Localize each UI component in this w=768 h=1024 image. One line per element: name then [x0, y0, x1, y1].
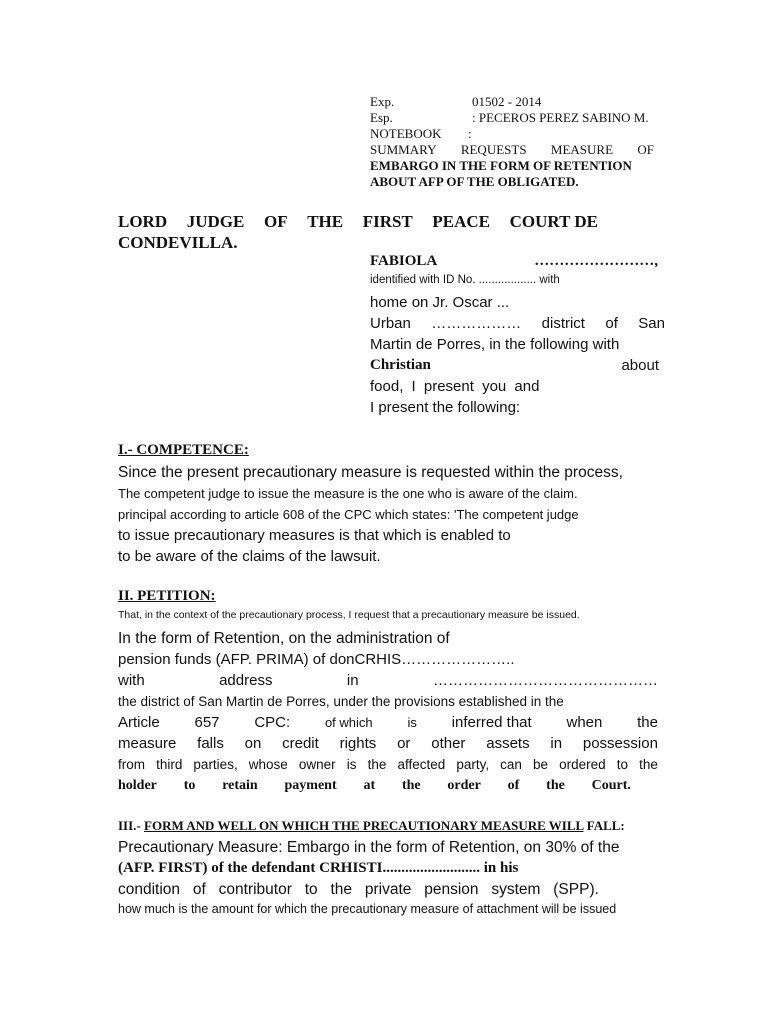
petition-word: holder	[118, 778, 157, 793]
summary-row	[370, 142, 654, 158]
petition-word: falls	[197, 735, 224, 752]
party-christian: Christian	[370, 357, 431, 373]
petition-word: affected	[397, 757, 446, 772]
petition-word: Court.	[591, 778, 631, 793]
petition-word: be	[533, 757, 549, 772]
petition-word: from	[118, 757, 145, 772]
petition-word: possession	[582, 735, 658, 752]
exp-label: Exp.	[370, 94, 395, 109]
party-block	[370, 252, 665, 418]
petition-word: at	[363, 778, 376, 793]
party-name: FABIOLA	[370, 253, 438, 269]
summary-word: OF	[637, 142, 654, 157]
petition-word: rights	[339, 735, 377, 752]
party-food-line: food, I present you and	[370, 378, 540, 395]
addressee-word: COURT DE	[509, 212, 598, 231]
competence-line: Since the present precautionary measure is requested within the process,	[118, 464, 623, 481]
addressee-word: JUDGE	[186, 212, 245, 231]
petition-word: in	[346, 672, 359, 689]
petition-word: or	[397, 735, 411, 752]
petition-word: when	[566, 714, 603, 731]
petition-word: third	[156, 757, 183, 772]
petition-word: of which	[324, 715, 373, 730]
petition-word: the	[367, 757, 387, 772]
petition-word: assets	[486, 735, 530, 752]
competence-line: principal according to article 608 of the CPC which states: 'The competent judge	[118, 507, 579, 522]
case-header	[370, 94, 690, 190]
summary-word: MEASURE	[550, 142, 614, 157]
form-line: Precautionary Measure: Embargo in the form of Retention, on 30% of the	[118, 839, 620, 856]
form-word: to	[304, 881, 318, 898]
petition-word: ………………………………………	[432, 672, 658, 689]
form-word: system	[491, 881, 541, 898]
party-word: district	[541, 315, 585, 332]
addressee-word: PEACE	[432, 212, 491, 231]
form-heading	[118, 818, 625, 834]
petition-word: on	[244, 735, 262, 752]
petition-word: payment	[284, 778, 337, 793]
form-word: private	[364, 881, 412, 898]
form-word: pension	[424, 881, 479, 898]
petition-article-line	[118, 712, 658, 733]
petition-word: retain	[222, 778, 258, 793]
competence-body	[118, 462, 664, 567]
notebook-value: :	[468, 126, 472, 141]
notebook-label: NOTEBOOK	[370, 126, 442, 141]
petition-word: parties,	[193, 757, 238, 772]
petition-word: the	[401, 778, 421, 793]
petition-word: order	[447, 778, 481, 793]
party-about: about	[621, 357, 659, 374]
petition-word: other	[431, 735, 466, 752]
petition-word: of	[507, 778, 520, 793]
party-home-line: home on Jr. Oscar ...	[370, 294, 510, 311]
summary-word: REQUESTS	[460, 142, 527, 157]
form-word: (SPP).	[553, 881, 599, 898]
summary-word: SUMMARY	[370, 142, 437, 157]
party-word: of	[605, 315, 618, 332]
form-line: (AFP. FIRST) of the defendant CRHISTI.......................... in his	[118, 860, 519, 876]
summary-line-2: EMBARGO IN THE FORM OF RETENTION	[370, 158, 632, 173]
party-name-dots: ……………………,	[534, 253, 658, 269]
party-word: San	[638, 315, 665, 332]
petition-holder-line	[118, 775, 631, 796]
petition-address-line	[118, 670, 658, 691]
petition-word: can	[500, 757, 522, 772]
esp-row	[370, 110, 690, 126]
party-word: ………………	[431, 315, 522, 332]
party-id-line: identified with ID No. .................. with	[370, 274, 560, 286]
petition-line: In the form of Retention, on the administration of	[118, 630, 450, 647]
form-line: how much is the amount for which the precautionary measure of attachment will be issued	[118, 902, 617, 916]
form-word: condition	[118, 881, 181, 898]
party-urban-line	[370, 313, 665, 334]
petition-word: ordered	[559, 757, 606, 772]
petition-word: the	[639, 757, 658, 772]
form-word: of	[192, 881, 206, 898]
petition-word: to	[183, 778, 196, 793]
competence-line: to issue precautionary measures is that which is enabled to	[118, 527, 511, 544]
addressee-word: FIRST	[362, 212, 413, 231]
party-christian-line	[370, 355, 659, 376]
competence-heading: I.- COMPETENCE:	[118, 442, 249, 458]
form-heading-suffix: FALL:	[583, 818, 625, 833]
petition-word: party,	[456, 757, 490, 772]
exp-value: 01502 - 2014	[472, 94, 542, 109]
form-word: the	[330, 881, 353, 898]
esp-value: : PECEROS PEREZ SABINO M.	[472, 110, 649, 125]
petition-word: with	[118, 672, 145, 689]
petition-line: the district of San Martin de Porres, under the provisions established in the	[118, 694, 564, 709]
form-body	[118, 837, 652, 919]
addressee-word: LORD	[118, 212, 168, 231]
petition-word: inferred that	[451, 714, 532, 731]
addressee	[118, 211, 598, 253]
petition-measure-line	[118, 733, 658, 754]
competence-line: to be aware of the claims of the lawsuit.	[118, 548, 381, 565]
competence-line: The competent judge to issue the measure is the one who is aware of the claim.	[118, 486, 578, 501]
petition-intro: That, in the context of the precautionary process, I request that a precautionary measure be issued.	[118, 609, 580, 621]
petition-word: measure	[118, 735, 177, 752]
petition-word: whose	[248, 757, 288, 772]
exp-row	[370, 94, 690, 110]
petition-line: pension funds (AFP. PRIMA) of donCRHIS…………………..	[118, 651, 515, 668]
petition-body	[118, 607, 658, 796]
addressee-word: THE	[307, 212, 344, 231]
party-martin-line: Martin de Porres, in the following with	[370, 336, 620, 353]
party-name-row	[370, 252, 658, 271]
petition-word: CPC:	[254, 714, 291, 731]
petition-word: is	[346, 757, 357, 772]
party-word: Urban	[370, 315, 411, 332]
petition-word: the	[637, 714, 658, 731]
petition-heading: II. PETITION:	[118, 588, 216, 604]
addressee-line-2: CONDEVILLA.	[118, 233, 238, 252]
form-condition-line	[118, 879, 599, 900]
petition-word: address	[219, 672, 273, 689]
petition-word: is	[407, 715, 417, 730]
petition-word: credit	[282, 735, 319, 752]
notebook-row	[370, 126, 690, 142]
summary-line-3: ABOUT AFP OF THE OBLIGATED.	[370, 174, 579, 189]
petition-word: Article	[118, 714, 160, 731]
party-present-line: I present the following:	[370, 399, 521, 416]
petition-word: owner	[298, 757, 336, 772]
form-word: contributor	[218, 881, 292, 898]
addressee-line-1	[118, 211, 598, 232]
petition-word: the	[546, 778, 565, 793]
esp-label: Esp.	[370, 110, 393, 125]
form-heading-underlined: FORM AND WELL ON WHICH THE PRECAUTIONARY MEASURE WILL	[144, 818, 584, 833]
petition-word: in	[550, 735, 563, 752]
addressee-word: OF	[263, 212, 288, 231]
form-heading-prefix: III.-	[118, 818, 145, 833]
petition-word: 657	[194, 714, 220, 731]
petition-third-line	[118, 754, 658, 775]
petition-word: to	[616, 757, 629, 772]
